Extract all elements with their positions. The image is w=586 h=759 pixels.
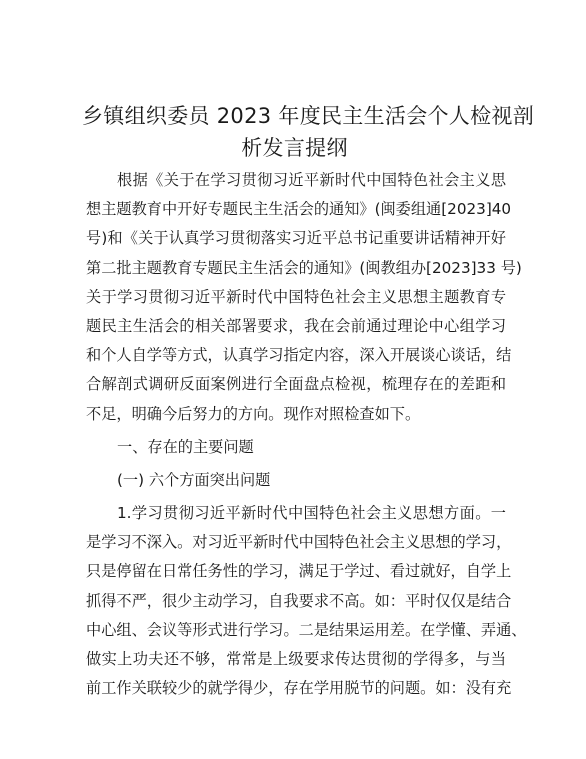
intro-line-3: 号)和《关于认真学习贯彻落实习近平总书记重要讲话精神开好 [86, 229, 506, 248]
section-heading-2: (一) 六个方面突出问题 [117, 470, 271, 489]
intro-line-2: 想主题教育中开好专题民主生活会的通知》(闽委组通[2023]40 [86, 200, 512, 219]
intro-line-7: 和个人自学等方式，认真学习指定内容，深入开展谈心谈话，结 [86, 346, 512, 365]
intro-line-9: 不足，明确今后努力的方向。现作对照检查如下。 [86, 404, 421, 423]
intro-line-4: 第二批主题教育专题民主生活会的通知》(闽教组办[2023]33 号) [86, 258, 522, 277]
intro-line-8: 合解剖式调研反面案例进行全面盘点检视，梳理存在的差距和 [86, 375, 506, 394]
section1-line-7: 前工作关联较少的就学得少，存在学用脱节的问题。如：没有充 [86, 679, 512, 698]
section1-line-6: 做实上功夫还不够，常常是上级要求传达贯彻的学得多，与当 [86, 650, 506, 668]
document-title [82, 100, 534, 164]
title-line-2: 析发言提纲 [241, 136, 348, 160]
section-heading-1: 一、存在的主要问题 [117, 437, 254, 456]
section1-line-4: 抓得不严，很少主动学习，自我要求不高。如：平时仅仅是结合 [86, 591, 512, 610]
intro-paragraph [86, 166, 522, 429]
section1-line-5: 中心组、会议等形式进行学习。二是结果运用差。在学懂、弄通、 [86, 620, 527, 639]
section1-line-1: 1.学习贯彻习近平新时代中国特色社会主义思想方面。一 [117, 504, 506, 523]
section1-line-3: 只是停留在日常任务性的学习，满足于学过、看过就好，自学上 [86, 562, 512, 581]
document-body [86, 166, 527, 703]
section1-paragraph [86, 499, 527, 703]
section1-line-2: 是学习不深入。对习近平新时代中国特色社会主义思想的学习， [86, 533, 512, 552]
title-line-1: 乡镇组织委员 2023 年度民主生活会个人检视剖 [82, 104, 534, 128]
intro-line-5: 关于学习贯彻习近平新时代中国特色社会主义思想主题教育专 [86, 287, 506, 306]
intro-line-1: 根据《关于在学习贯彻习近平新时代中国特色社会主义思 [117, 171, 506, 189]
intro-line-6: 题民主生活会的相关部署要求，我在会前通过理论中心组学习 [86, 316, 506, 335]
